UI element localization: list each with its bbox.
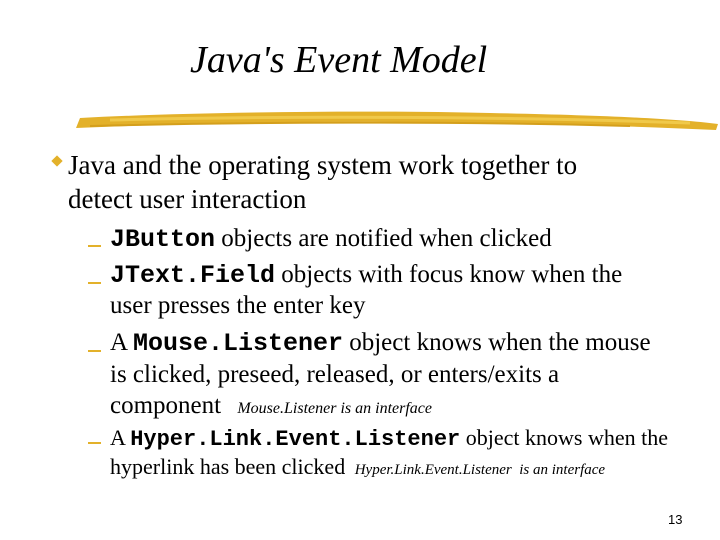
sub-bullet-3 xyxy=(110,329,651,358)
sub-bullet-dash-icon xyxy=(88,282,101,284)
sub-bullet-3-line-3 xyxy=(110,392,432,420)
sub-bullet-4-hyperlink-text: hyperlink has been clicked xyxy=(110,454,346,479)
title-underline-brushstroke xyxy=(70,104,720,134)
sub-bullet-dash-icon xyxy=(88,350,101,352)
bullet-diamond-icon xyxy=(51,155,62,166)
code-jtextfield: JText.Field xyxy=(110,261,276,290)
code-mouselistener: Mouse.Listener xyxy=(132,329,343,358)
sub-bullet-1-text: objects are notified when clicked xyxy=(215,225,552,252)
sub-bullet-4 xyxy=(110,425,668,452)
sub-bullet-4-prefix: A xyxy=(110,425,131,450)
sub-bullet-dash-icon xyxy=(88,442,101,444)
slide-title: Java's Event Model xyxy=(190,39,488,81)
sub-bullet-1 xyxy=(110,225,552,254)
bullet-line-2: detect user interaction xyxy=(68,184,307,214)
sub-bullet-2-text: objects with focus know when the xyxy=(275,261,623,288)
sub-bullet-3-line-2: is clicked, preseed, released, or enters/exits a xyxy=(110,361,560,388)
bullet-line-1: Java and the operating system work together to xyxy=(68,150,578,180)
sub-bullet-3-component: component xyxy=(110,392,222,419)
sub-bullet-3-text: object knows when the mouse xyxy=(342,329,651,356)
sub-bullet-4-text: object knows when the xyxy=(460,425,668,450)
sub-bullet-3-prefix: A xyxy=(110,329,133,356)
sub-bullet-4-line-2 xyxy=(110,454,605,480)
sub-bullet-2-line-2: user presses the enter key xyxy=(110,292,366,319)
mouselistener-note: Mouse.Listener is an interface xyxy=(237,400,432,417)
code-jbutton: JButton xyxy=(110,225,216,254)
sub-bullet-dash-icon xyxy=(88,245,101,247)
hyperlinkeventlistener-note: Hyper.Link.Event.Listener is an interface xyxy=(354,462,606,478)
sub-bullet-2 xyxy=(110,261,622,290)
code-hyperlinkeventlistener: Hyper.Link.Event.Listener xyxy=(130,427,461,452)
page-number: 13 xyxy=(668,512,683,527)
